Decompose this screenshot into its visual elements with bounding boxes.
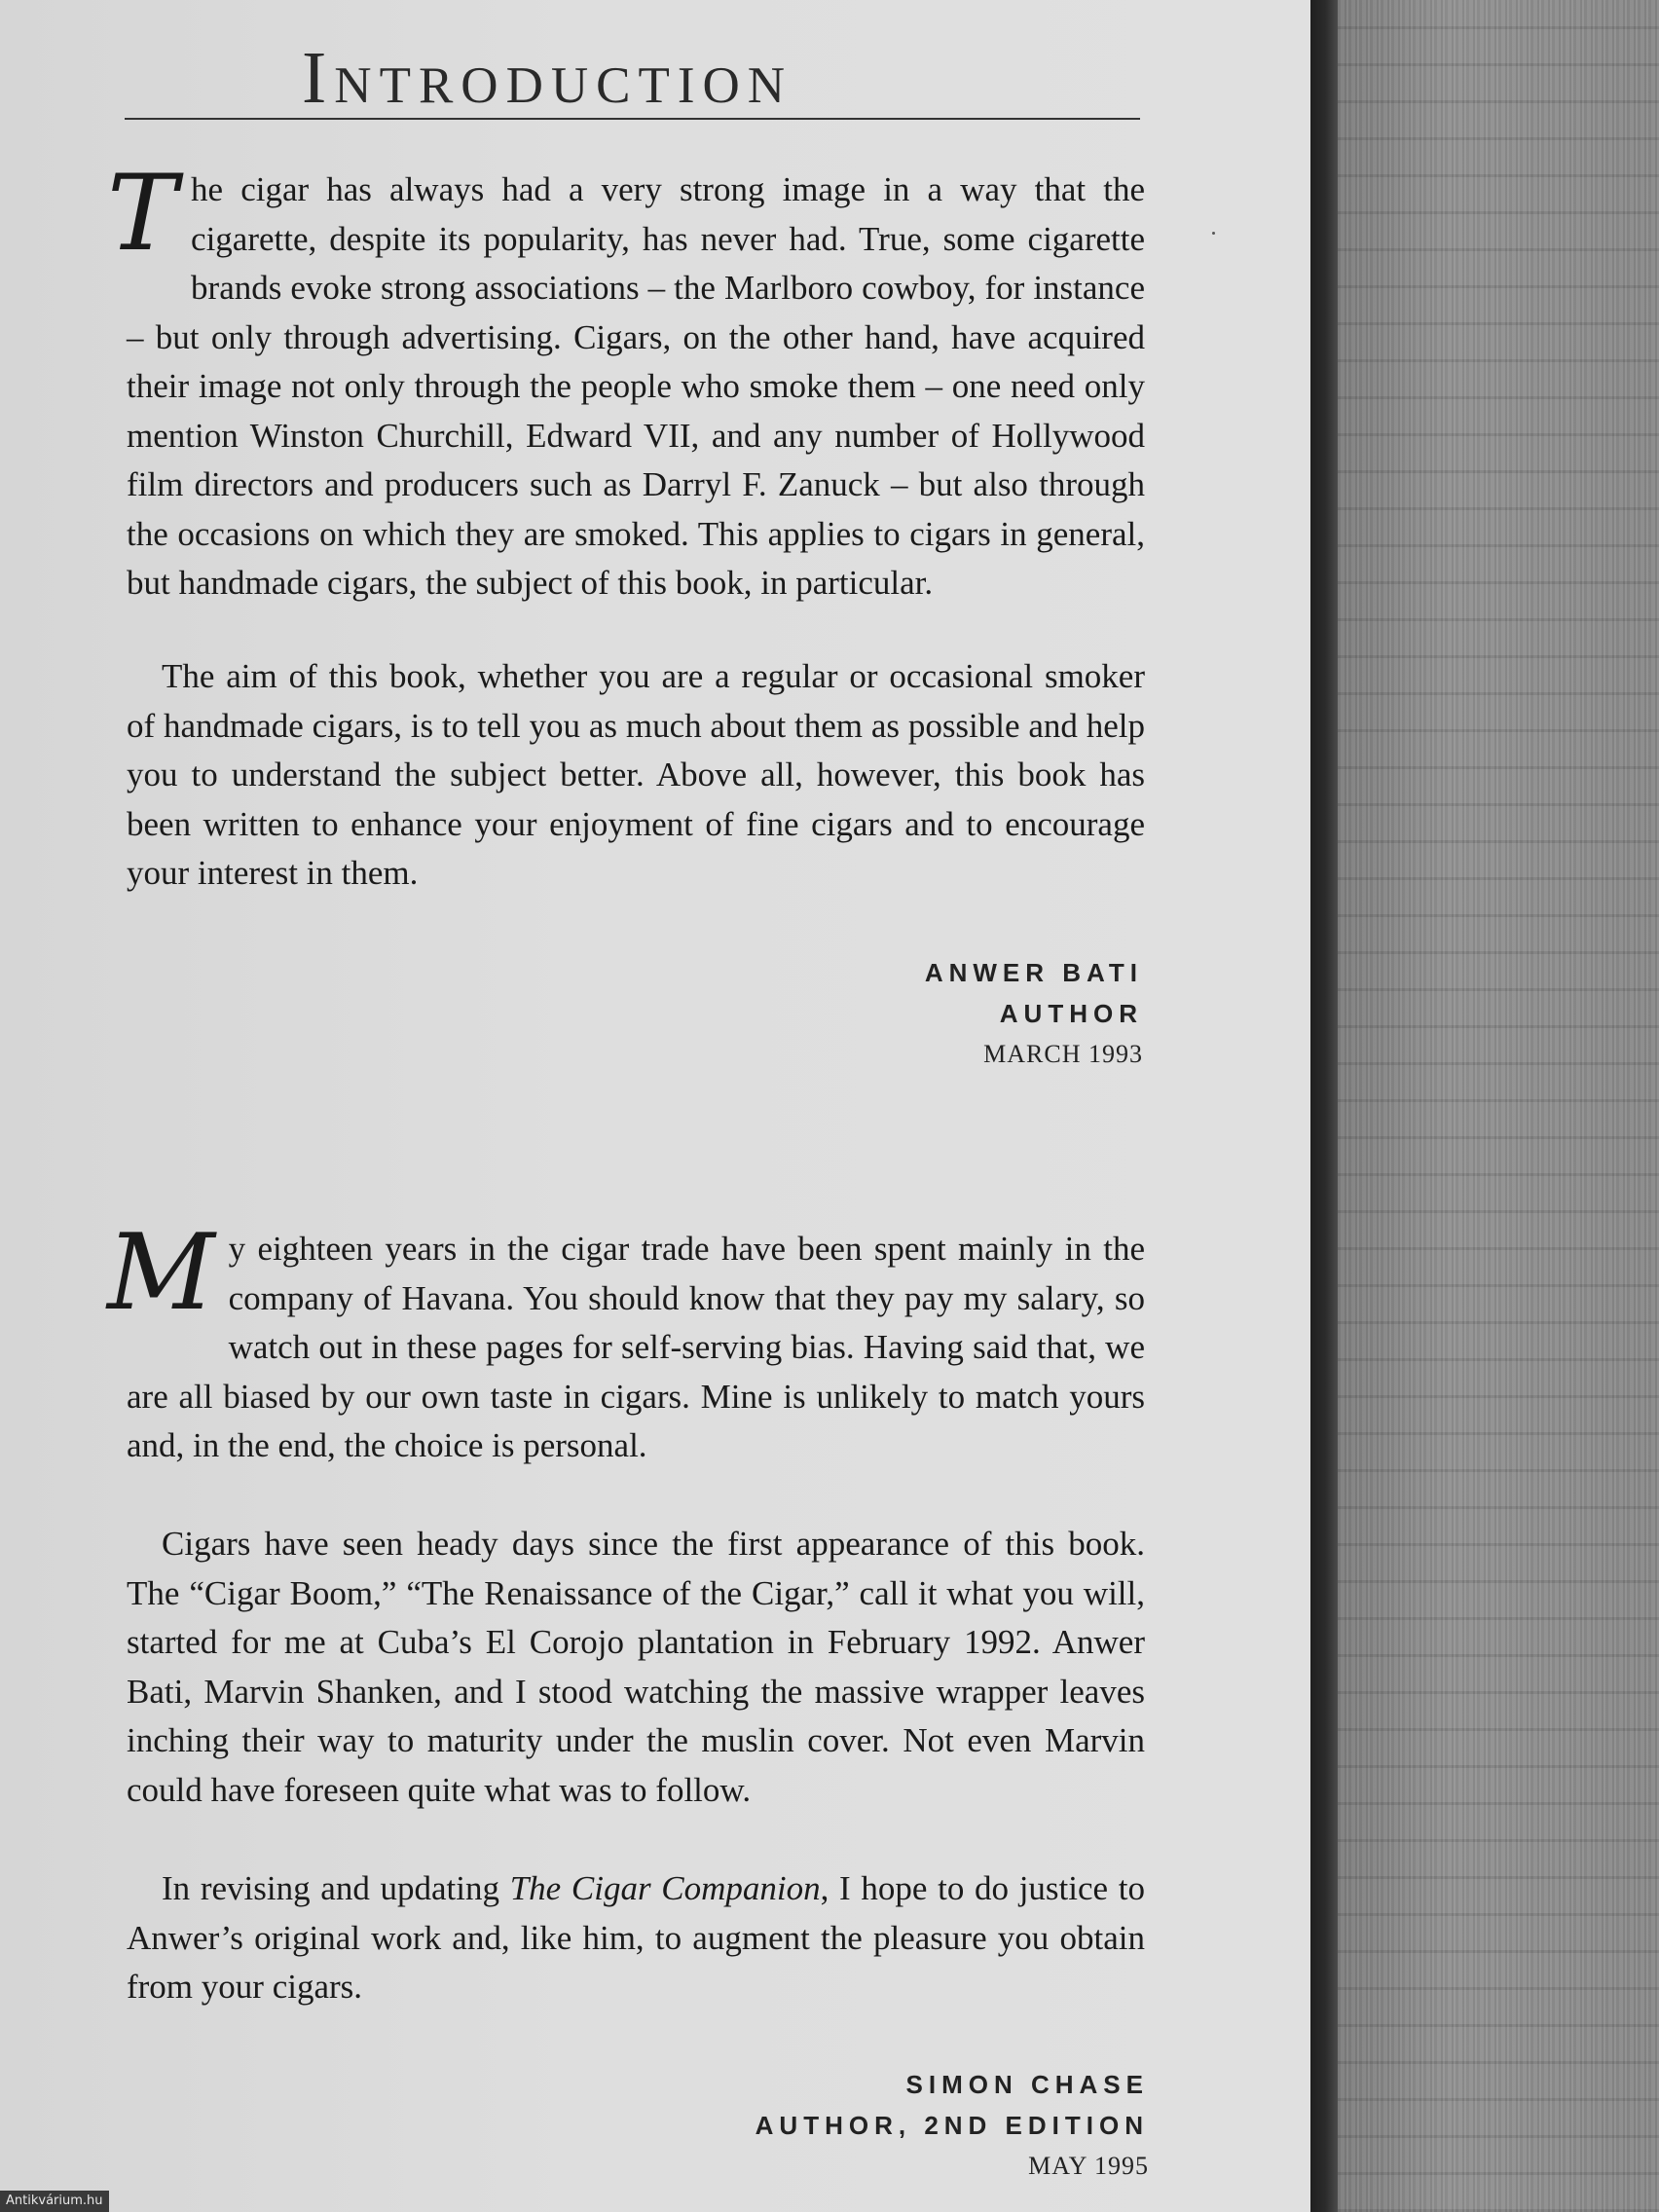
- title-rule: [125, 118, 1140, 120]
- watermark: Antikvárium.hu: [0, 2191, 109, 2212]
- print-speck: [1212, 232, 1215, 235]
- drop-cap-m: M: [107, 1212, 215, 1334]
- signature-block-1: [461, 952, 1143, 1075]
- preface-paragraph-2: [127, 1520, 1145, 1815]
- signature-date: MAY 1995: [1028, 2152, 1149, 2180]
- preface-paragraph-3-start: In revising and updating: [162, 1869, 510, 1907]
- signature-role: AUTHOR: [999, 999, 1143, 1028]
- signature-block-2: [467, 2064, 1149, 2187]
- intro-paragraph-2-text: The aim of this book, whether you are a regular or occasional smoker of handmade cigars, is to tell you as much about them as possible and help you to understand the subject better. Above all, however, this book has been written to enhance your enjoyment of fine cigars and to encourage your interest in them.: [127, 657, 1145, 892]
- intro-paragraph-2: [127, 652, 1145, 899]
- preface-paragraph-1-text: y eighteen years in the cigar trade have been spent mainly in the company of Havana. You should know that they pay my salary, so watch out in these pages for self-serving bias. Having said that, we are all biased by our own taste in cigars. Mine is unlikely to match yours and, in the end, the choice is personal.: [127, 1230, 1145, 1464]
- preface-paragraph-1: [107, 1212, 1145, 1471]
- signature-date: MARCH 1993: [983, 1040, 1143, 1068]
- preface-paragraph-3-end: , I hope to do justice to Anwer’s original work and, like him, to augment the pleasure you obtain from your cigars.: [127, 1869, 1145, 2006]
- wooden-surface: [1314, 0, 1659, 2212]
- intro-paragraph-1: [107, 153, 1145, 608]
- page-edge-shadow: [1310, 0, 1338, 2212]
- signature-role: AUTHOR, 2ND EDITION: [755, 2111, 1149, 2140]
- page-title: Introduction: [302, 37, 793, 119]
- book-title: The Cigar Companion: [509, 1869, 821, 1907]
- preface-paragraph-2-text: Cigars have seen heady days since the first appearance of this book. The “Cigar Boom,” “The Renaissance of the Cigar,” call it what you will, started for me at Cuba’s El Corojo plantation in February 1992. Anwer Bati, Marvin Shanken, and I stood watching the massive wrapper leaves inching their way to maturity under the muslin cover. Not even Marvin could have foreseen quite what was to follow.: [127, 1525, 1145, 1809]
- signature-name: ANWER BATI: [924, 958, 1143, 987]
- intro-paragraph-1-text: he cigar has always had a very strong image in a way that the cigarette, despite its popularity, has never had. True, some cigarette brands evoke strong associations – the Marlboro cowboy, for instance – but only through advertising. Cigars, on the other hand, have acquired their image not only through the people who smoke them – one need only mention Winston Churchill, Edward VII, and any number of Hollywood film directors and producers such as Darryl F. Zanuck – but also through the occasions on which they are smoked. This applies to cigars in general, but handmade cigars, the subject of this book, in particular.: [127, 170, 1145, 602]
- signature-name: SIMON CHASE: [905, 2070, 1149, 2099]
- drop-cap-t: T: [107, 153, 178, 275]
- preface-paragraph-3: [127, 1864, 1145, 2012]
